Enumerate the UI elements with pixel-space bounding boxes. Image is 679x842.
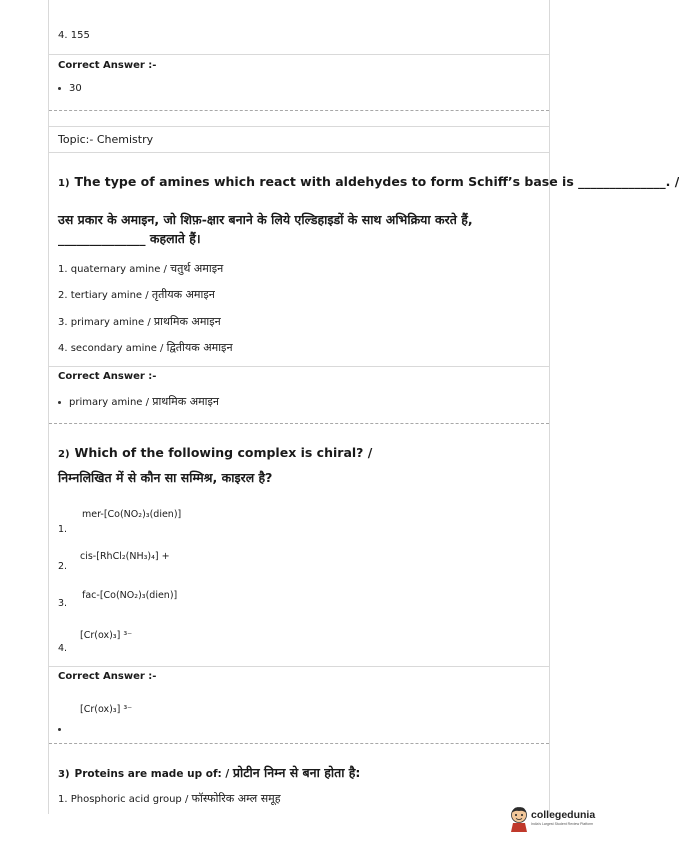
q2-option-2-number: 2. (58, 561, 68, 572)
question-number: 3) (58, 769, 70, 780)
option-text-hi: प्राथमिक अमाइन (153, 315, 221, 328)
q2-option-1-number: 1. (58, 524, 68, 535)
question-1-text-hi-line2: ______________ कहलाते हैं। (58, 231, 201, 246)
bullet-icon (58, 719, 69, 738)
divider (49, 54, 549, 55)
question-2-text-hi: निम्नलिखित में से कौन सा सम्मिश्र, काइरल है? (58, 470, 273, 485)
q2-option-3-formula[interactable]: fac-[Co(NO₂)₃(dien)] (82, 590, 178, 601)
mascot-icon (508, 806, 530, 832)
question-paper-page (48, 0, 679, 814)
correct-answer-value (58, 394, 219, 409)
q2-option-2-formula[interactable]: cis-[RhCl₂(NH₃)₄] + (80, 551, 170, 562)
logo-tagline: India's Largest Student Review Platform (531, 822, 594, 826)
question-text-hi: प्रोटीन निम्न से बना होता है: (232, 765, 361, 780)
option-text-hi: द्वितीयक अमाइन (166, 341, 233, 354)
correct-answer-label: Correct Answer :- (58, 60, 157, 71)
question-text: Which of the following complex is chiral? / (74, 445, 373, 460)
divider (49, 666, 549, 667)
question-divider (49, 423, 549, 424)
bullet-icon (58, 401, 61, 404)
q1-option-4[interactable] (58, 340, 233, 355)
question-number: 1) (58, 178, 70, 189)
answer-text-en: primary amine / (69, 397, 153, 408)
option-text-en: 4. secondary amine / (58, 343, 167, 354)
divider (49, 126, 549, 127)
option-text-en: 3. primary amine / (58, 317, 154, 328)
q2-option-1-formula[interactable]: mer-[Co(NO₂)₃(dien)] (82, 509, 182, 520)
divider (49, 152, 549, 153)
q2-option-4-formula[interactable]: [Cr(ox)₃] ³⁻ (80, 630, 133, 641)
q2-option-4-number: 4. (58, 643, 68, 654)
option-text-hi: चतुर्थ अमाइन (170, 262, 224, 275)
option-text-en: 1. quaternary amine / (58, 264, 171, 275)
question-number: 2) (58, 449, 70, 460)
correct-answer-value (58, 83, 82, 94)
topic-heading: Topic:- Chemistry (58, 133, 154, 146)
question-divider (49, 110, 549, 111)
option-text-en: 2. tertiary amine / (58, 290, 152, 301)
q3-option-1[interactable] (58, 791, 281, 806)
correct-answer-label: Correct Answer :- (58, 671, 157, 682)
collegedunia-logo (508, 806, 596, 834)
question-1-text-hi-line1: उस प्रकार के अमाइन, जो शिफ़-क्षार बनाने के लिये एल्डिहाइडों के साथ अभिक्रिया करते हैं, (58, 212, 473, 227)
q2-option-3-number: 3. (58, 598, 68, 609)
correct-answer-formula: [Cr(ox)₃] ³⁻ (80, 704, 133, 715)
option-text-en: 1. Phosphoric acid group / (58, 794, 192, 805)
question-2-text-en (58, 444, 372, 464)
prev-option-4: 4. 155 (58, 30, 90, 41)
option-text-hi: फॉस्फोरिक अम्ल समूह (191, 792, 281, 805)
logo-wordmark: collegedunia (531, 809, 596, 821)
correct-answer-label: Correct Answer :- (58, 371, 157, 382)
answer-text: 30 (69, 83, 82, 94)
question-3-text (58, 764, 360, 784)
divider (49, 366, 549, 367)
question-text-en: Proteins are made up of: / (74, 768, 233, 780)
q1-option-1[interactable] (58, 261, 223, 276)
question-text: The type of amines which react with aldehydes to form Schiff’s base is ______________. / (74, 174, 679, 189)
q1-option-3[interactable] (58, 314, 221, 329)
question-1-text-en (58, 173, 679, 193)
bullet-icon (58, 87, 61, 90)
question-divider (49, 743, 549, 744)
answer-text-hi: प्राथमिक अमाइन (152, 395, 220, 408)
option-text-hi: तृतीयक अमाइन (151, 288, 215, 301)
q1-option-2[interactable] (58, 287, 215, 302)
